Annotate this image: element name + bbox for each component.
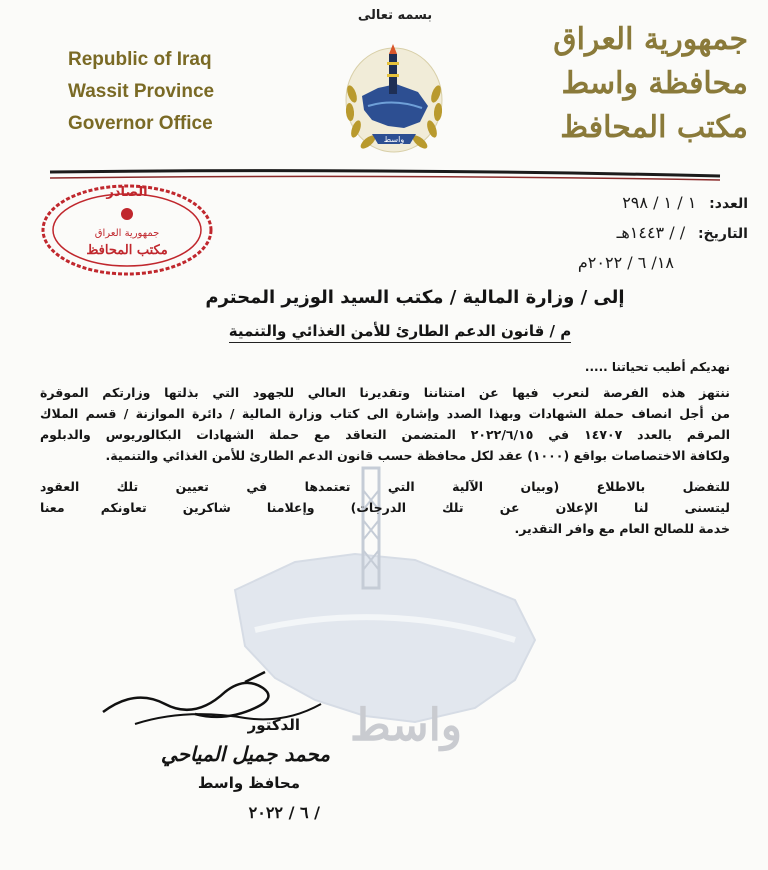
signatory-position: محافظ واسط — [197, 774, 300, 792]
ref-date-label: التاريخ: — [697, 226, 748, 242]
english-letterhead — [68, 44, 288, 140]
greeting-line: نهديكم أطيب تحياتنا ..... — [584, 360, 730, 374]
ref-number-value: ١ / ١ / ٢٩٨ — [622, 193, 697, 212]
ref-date-gregorian: ١٨/ ٦ / ٢٠٢٢م — [577, 253, 674, 272]
stamp-line-1: جمهورية العراق — [94, 228, 160, 239]
office-name-en: Governor Office — [68, 113, 213, 134]
signature-date: / ٦ / ٢٠٢٢ — [248, 803, 320, 822]
office-name-ar: مكتب المحافظ — [560, 110, 748, 145]
recipient-line: إلى / وزارة المالية / مكتب السيد الوزير المحترم — [205, 287, 625, 308]
stamp-title: الصادر — [106, 185, 148, 200]
body-line-6: ليتسنى لنا الإعلان عن تلك الدرجات) وإعلامنا شاكرين تعاونكم معنا — [40, 500, 730, 515]
letter-body — [40, 382, 730, 539]
ref-date-hijri: / / ١٤٤٣هـ — [616, 223, 686, 242]
country-name-en: Republic of Iraq — [68, 49, 212, 70]
subject-line — [180, 322, 620, 340]
country-name-ar: جمهورية العراق — [553, 22, 748, 57]
ref-number-row — [418, 188, 748, 218]
signatory-title: الدكتور — [247, 716, 300, 734]
signature-block — [100, 712, 340, 830]
watermark-text: واسط — [349, 700, 463, 751]
body-line-5: للتفضل بالاطلاع (وبيان الآلية التي تعتمدها في تعيين تلك العقود — [40, 479, 730, 494]
stamp-line-2: مكتب المحافظ — [86, 243, 168, 258]
body-line-4: ولكافة الاختصاصات بواقع (١٠٠٠) عقد لكل محافظة حسب قانون الدعم الطارئ للأمن الغذائي والتنمية. — [105, 448, 730, 463]
province-name-ar: محافظة واسط — [561, 66, 748, 101]
emblem-caption: واسط — [383, 135, 405, 144]
basmala: بسمه تعالى — [357, 8, 433, 23]
body-line-7: خدمة للصالح العام مع وافر التقدير. — [514, 521, 730, 536]
body-line-3: المرقم بالعدد ١٤٧٠٧ في ٢٠٢٢/٦/١٥ المتضمن التعاقد مع حملة الشهادات البكالوريوس والدبلوم — [40, 427, 730, 442]
ref-gregorian-row — [418, 248, 748, 278]
subject-text: م / قانون الدعم الطارئ للأمن الغذائي والتنمية — [229, 322, 571, 343]
wassit-emblem-icon — [338, 34, 450, 162]
signatory-name: محمد جميل المياحي — [160, 742, 330, 766]
ref-date-row — [418, 218, 748, 248]
outgoing-stamp-icon — [38, 178, 216, 278]
province-name-en: Wassit Province — [68, 81, 215, 102]
body-line-1: ننتهز هذه الفرصة لنعرب فيها عن امتناننا وتقديرنا العالي للجهود التي بذلتها وزارتكم الموقرة — [40, 385, 730, 400]
ref-number-label: العدد: — [709, 196, 748, 212]
body-line-2: من أجل انصاف حملة الشهادات وبهذا الصدد وإشارة الى كتاب وزارة المالية / دائرة الموازنة / قسم الملاك — [40, 406, 730, 421]
reference-block — [418, 188, 748, 278]
arabic-letterhead — [528, 18, 748, 150]
